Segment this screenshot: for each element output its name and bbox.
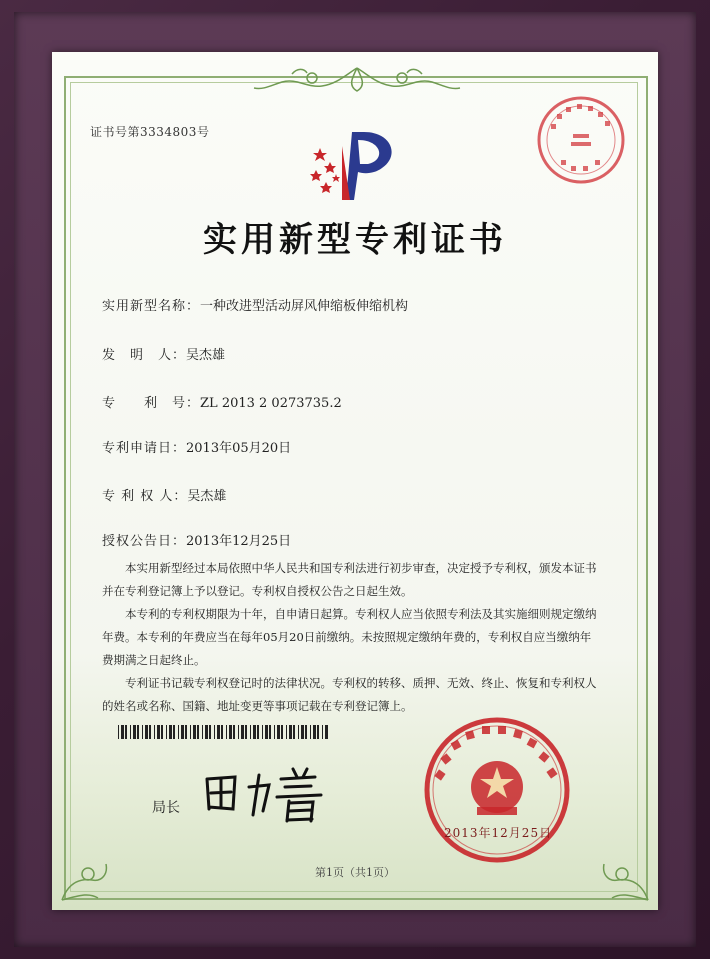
field-label: 专 利 号： bbox=[102, 396, 201, 411]
field-value: 2013年05月20日 bbox=[186, 441, 292, 456]
field-application-date bbox=[102, 437, 291, 456]
field-patentee bbox=[102, 485, 226, 504]
certificate-number: 证书号第3334803号 bbox=[90, 125, 210, 139]
body-paragraph: 本专利的专利权期限为十年，自申请日起算。专利权人应当依照专利法及其实施细则规定缴纳年费。本专利的年费应当在每年05月20日前缴纳。未按照规定缴纳年费的，专利权自应当缴纳年费期满之日起终止。 bbox=[102, 607, 597, 667]
state-office-seal-icon bbox=[422, 715, 572, 865]
body-paragraph: 本实用新型经过本局依照中华人民共和国专利法进行初步审查，决定授予专利权，颁发本证书并在专利登记簿上予以登记。专利权自授权公告之日起生效。 bbox=[102, 561, 597, 598]
field-label: 实用新型名称： bbox=[102, 299, 201, 314]
page-number: 第1页（共1页） bbox=[315, 866, 395, 879]
field-value: 一种改进型活动屏风伸缩板伸缩机构 bbox=[200, 299, 409, 314]
director-signature-icon bbox=[197, 757, 347, 827]
field-patent-number bbox=[102, 392, 342, 411]
patent-office-logo-icon bbox=[302, 126, 412, 206]
field-label: 专利申请日： bbox=[102, 441, 187, 456]
field-label: 发 明 人： bbox=[102, 348, 187, 363]
field-value: 吴杰雄 bbox=[187, 489, 227, 504]
field-utility-name bbox=[102, 295, 408, 314]
field-grant-date bbox=[102, 530, 291, 549]
barcode-icon bbox=[118, 725, 328, 739]
certificate-title: 实用新型专利证书 bbox=[203, 220, 507, 260]
field-label: 专 利 权 人： bbox=[102, 489, 188, 504]
field-inventor bbox=[102, 344, 225, 363]
certificate-body bbox=[102, 557, 602, 718]
director-label: 局长 bbox=[152, 800, 180, 816]
field-label: 授权公告日： bbox=[102, 534, 187, 549]
seal-date: 2013年12月25日 bbox=[444, 826, 553, 840]
body-paragraph: 专利证书记载专利权登记时的法律状况。专利权的转移、质押、无效、终止、恢复和专利权人的姓名或名称、国籍、地址变更等事项记载在专利登记簿上。 bbox=[102, 676, 597, 713]
top-ornament-icon bbox=[252, 64, 462, 94]
field-value: 2013年12月25日 bbox=[186, 534, 292, 549]
certificate-paper bbox=[52, 52, 658, 910]
field-value: 吴杰雄 bbox=[186, 348, 226, 363]
proxy-seal-icon bbox=[535, 94, 627, 186]
field-value: ZL 2013 2 0273735.2 bbox=[200, 396, 342, 411]
